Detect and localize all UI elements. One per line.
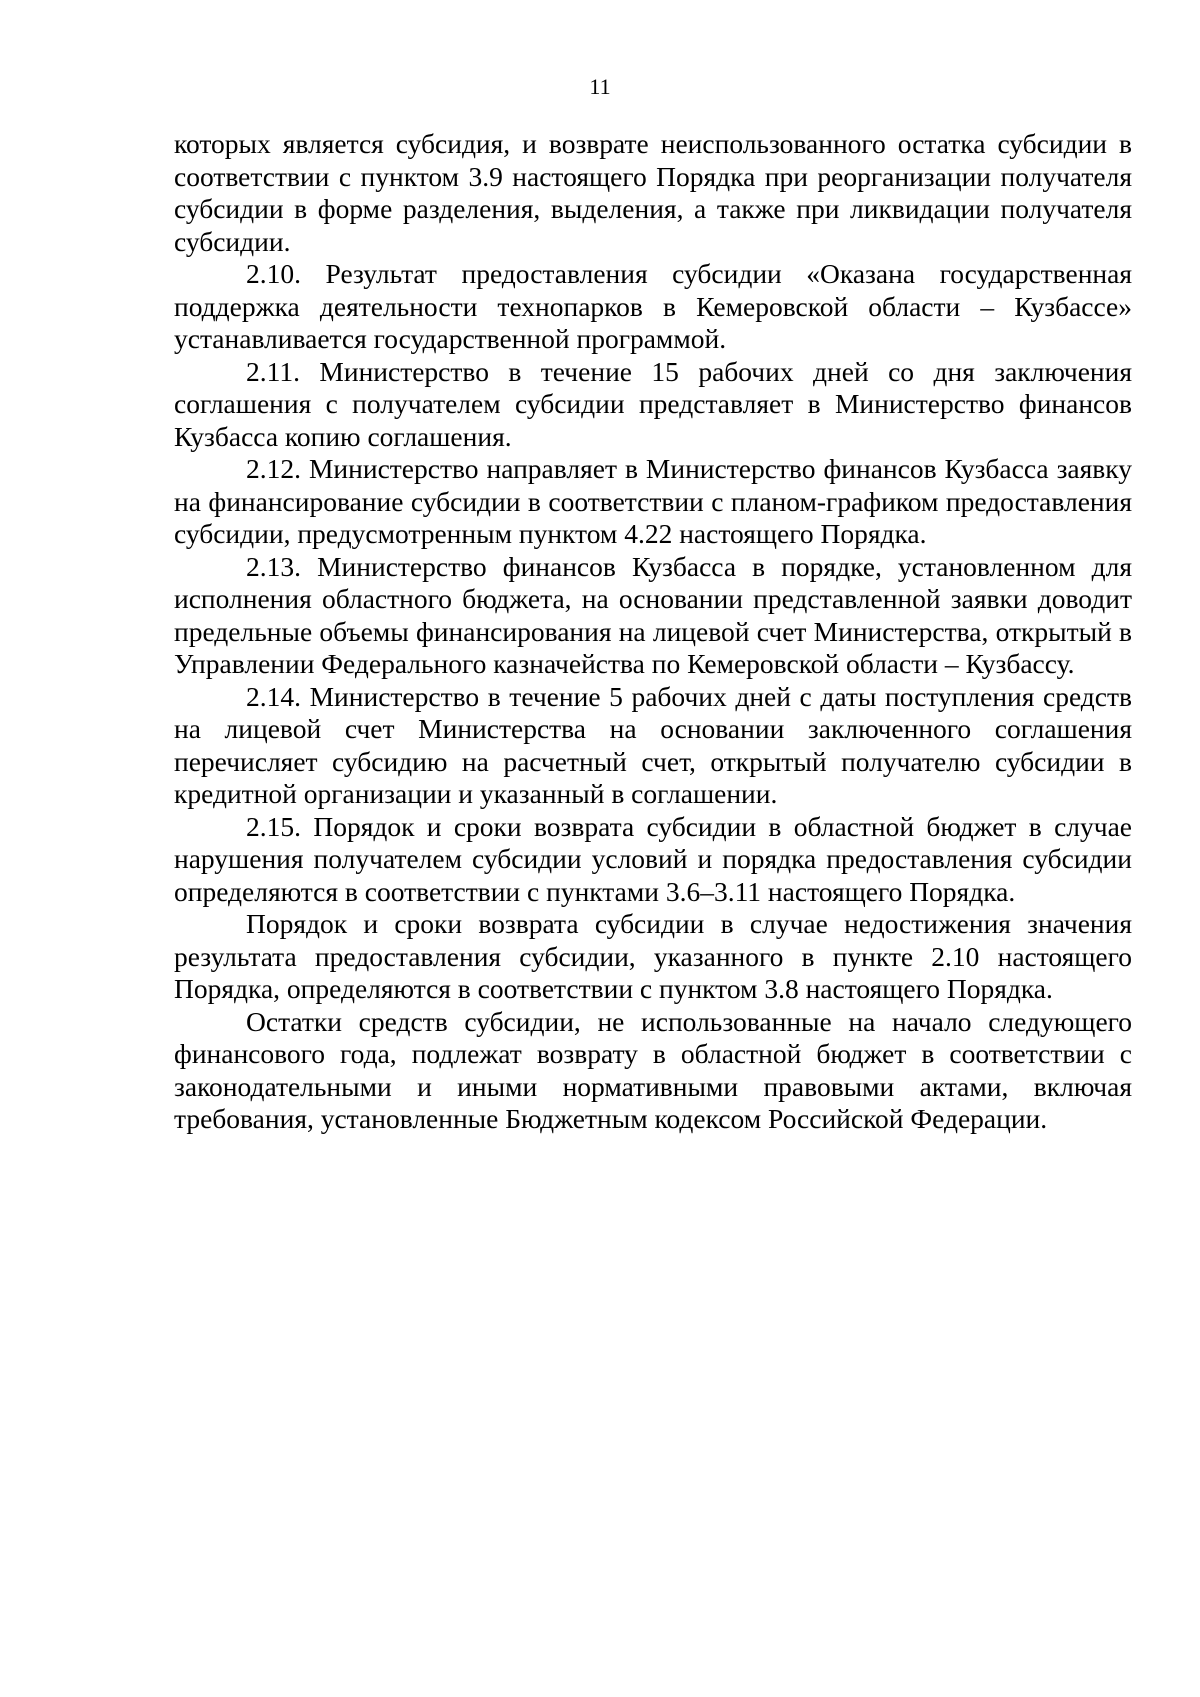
page-number: 11 <box>589 74 611 99</box>
paragraph-2-14: 2.14. Министерство в течение 5 рабочих дней с даты поступления средств на лицевой счет Министерства на основании заключенного соглашения перечисляет субсидию на расчетный счет, открытый получателю субсидии в кредитной организации и указанный в соглашении. <box>174 680 1132 809</box>
paragraph-2-12: 2.12. Министерство направляет в Министерство финансов Кузбасса заявку на финансирование субсидии в соответствии с планом-графиком предоставления субсидии, предусмотренным пунктом 4.22 настоящего Порядка. <box>174 453 1132 549</box>
paragraph-2-13: 2.13. Министерство финансов Кузбасса в порядке, установленном для исполнения областного бюджета, на основании представленной заявки доводит предельные объемы финансирования на лицевой счет Министерства, открытый в Управлении Федерального казначейства по Кемеровской области – Кузбассу. <box>174 550 1132 679</box>
paragraph-2-11: 2.11. Министерство в течение 15 рабочих дней со дня заключения соглашения с получателем субсидии представляет в Министерство финансов Кузбасса копию соглашения. <box>174 355 1132 452</box>
paragraph-return-result: Порядок и сроки возврата субсидии в случае недостижения значения результата предоставления субсидии, указанного в пункте 2.10 настоящего Порядка, определяются в соответствии с пунктом 3.8 настоящего Порядка. <box>174 908 1132 1004</box>
paragraph-2-15: 2.15. Порядок и сроки возврата субсидии в областной бюджет в случае нарушения получателем субсидии условий и порядка предоставления субсидии определяются в соответствии с пунктами 3.6–3.11 настоящего Порядка. <box>174 810 1132 907</box>
document-body <box>174 128 1132 1136</box>
paragraph-remaining-funds: Остатки средств субсидии, не использованные на начало следующего финансового года, подлежат возврату в областной бюджет в соответствии с законодательными и иными нормативными правовыми актами, включая требования, установленные Бюджетным кодексом Российской Федерации. <box>174 1005 1132 1134</box>
paragraph-continuation: которых является субсидия, и возврате неиспользованного остатка субсидии в соответствии с пунктом 3.9 настоящего Порядка при реорганизации получателя субсидии в форме разделения, выделения, а также при ликвидации получателя субсидии. <box>174 128 1132 257</box>
paragraph-2-10: 2.10. Результат предоставления субсидии «Оказана государственная поддержка деятельности технопарков в Кемеровской области – Кузбассе» устанавливается государственной программой. <box>174 258 1132 354</box>
